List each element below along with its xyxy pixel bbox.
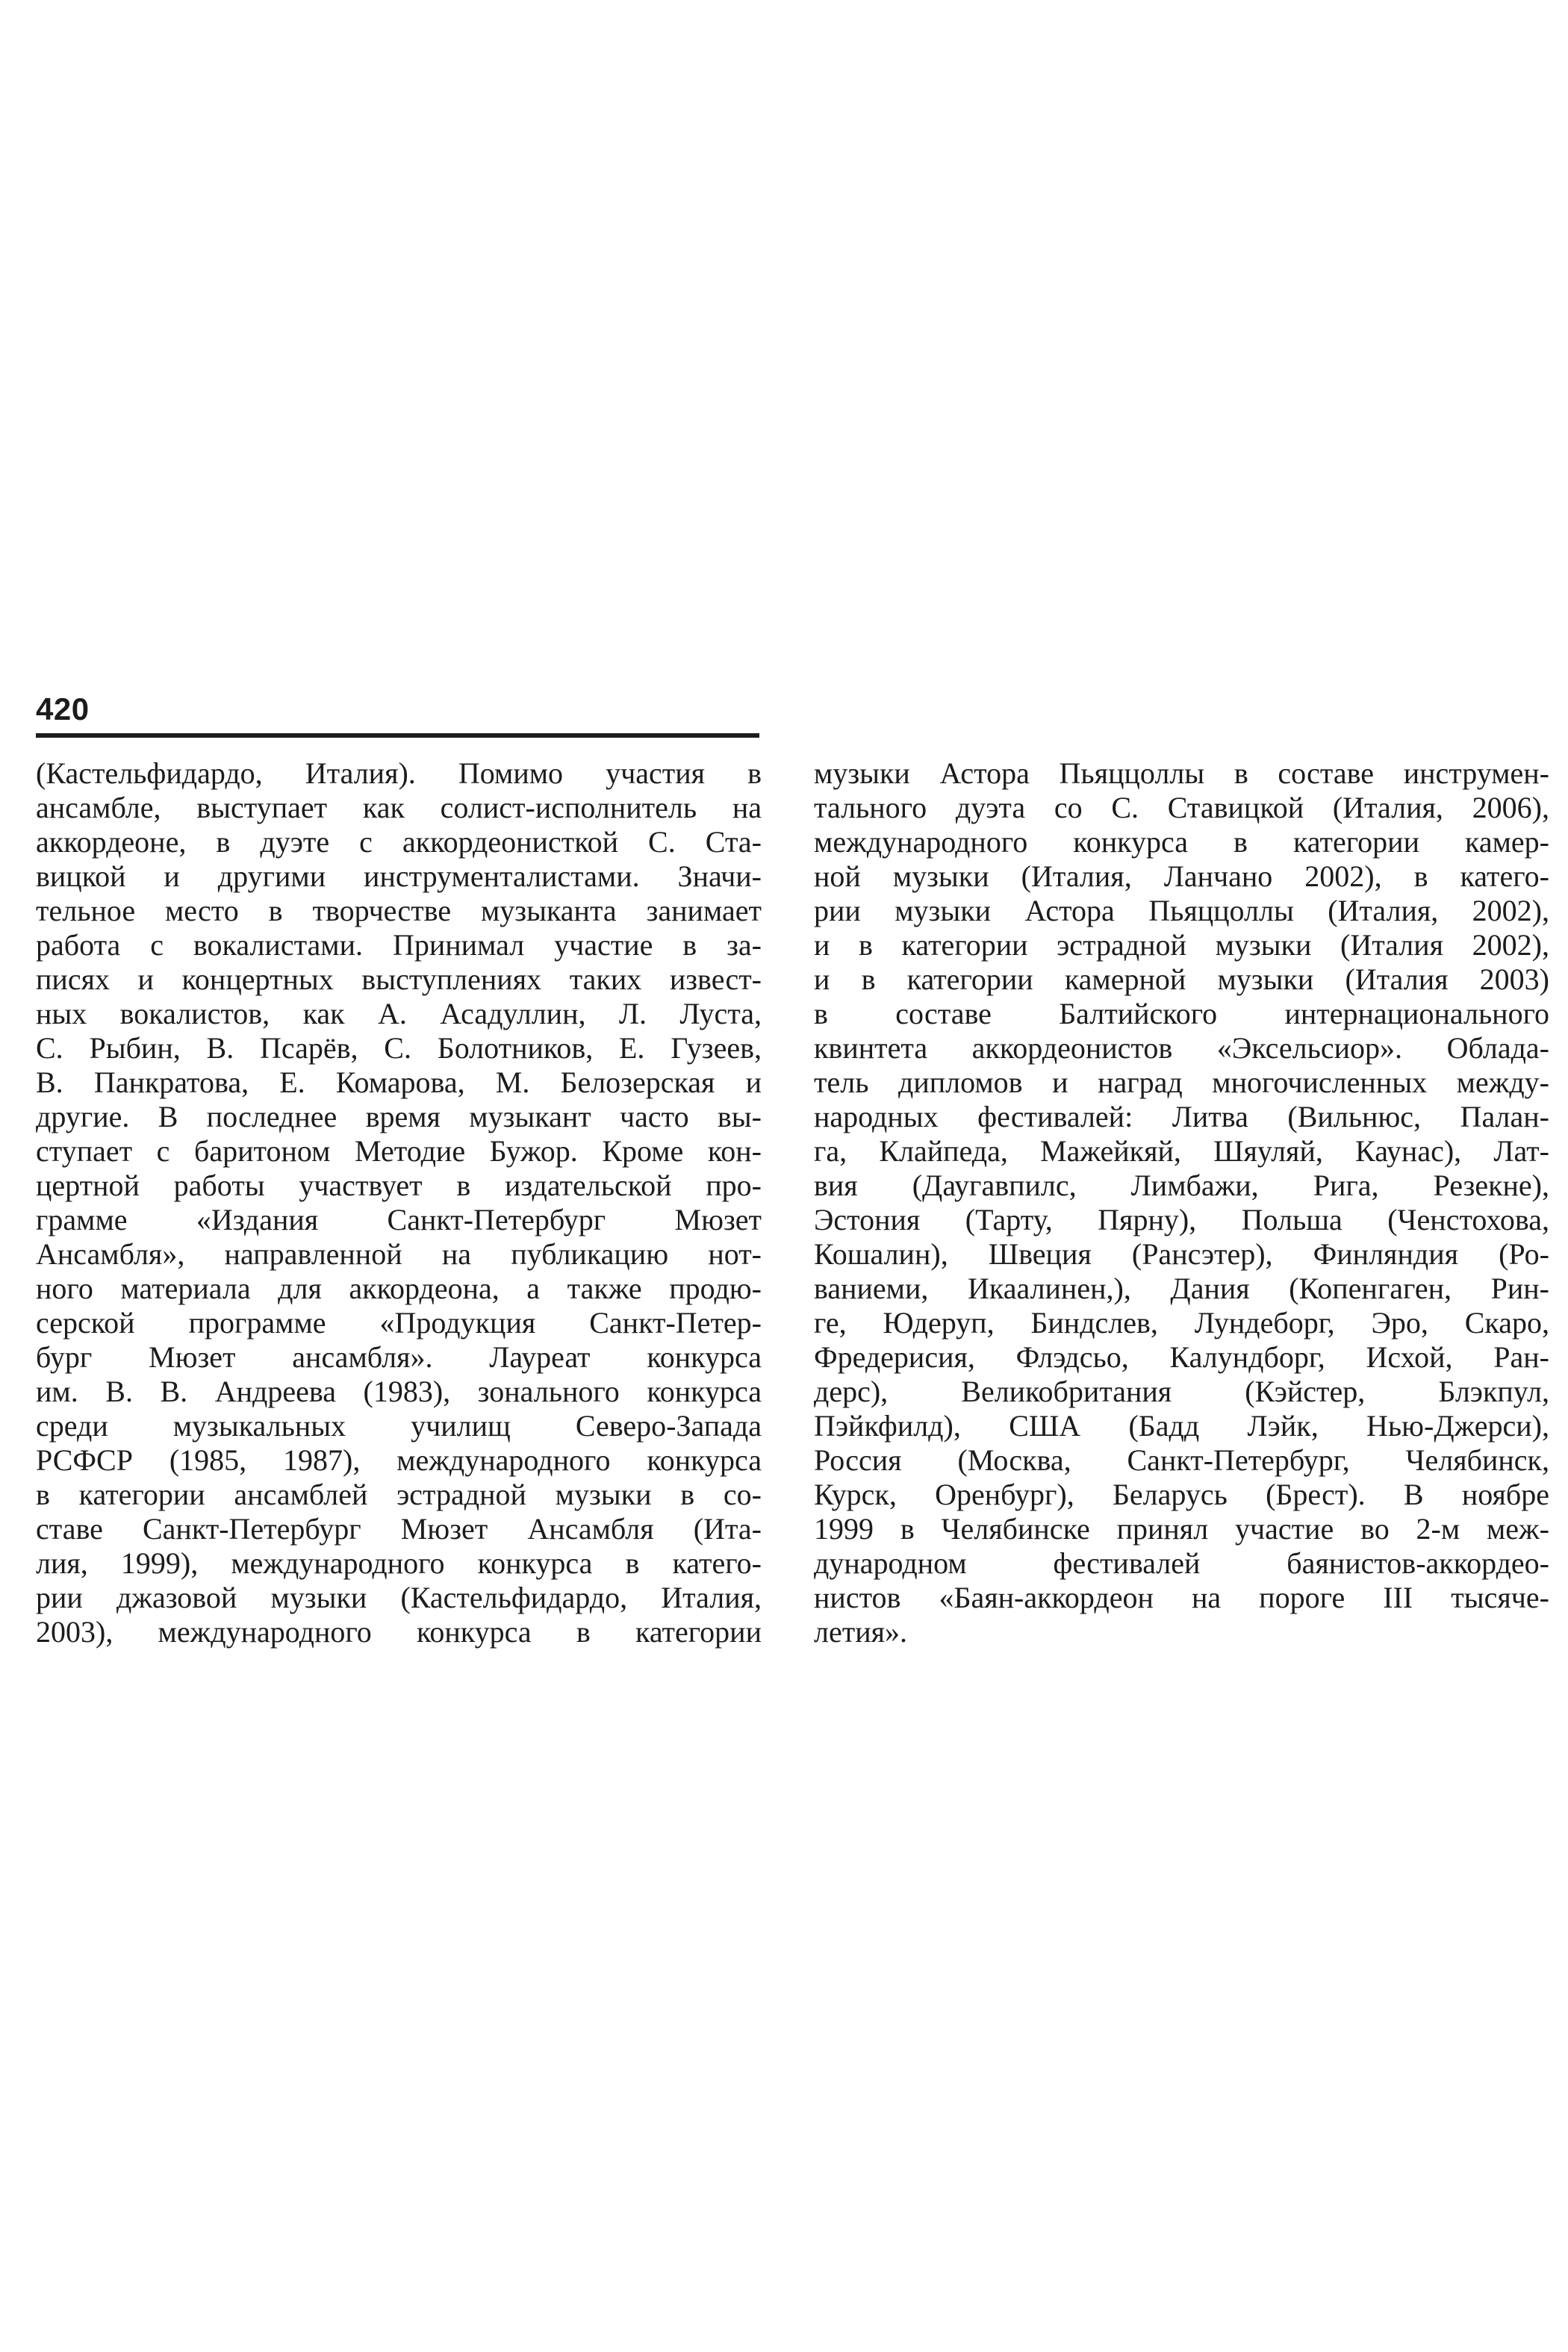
text-line: грамме «Издания Санкт-Петербург Мюзет	[36, 1203, 762, 1236]
text-line: Кошалин), Швеция (Рансэтер), Финляндия (Ро-	[814, 1237, 1549, 1271]
text-line: дународном фестивалей баянистов-аккордео-	[814, 1546, 1549, 1580]
text-line: летия».	[814, 1615, 907, 1649]
text-line: в составе Балтийского интернационального	[814, 997, 1549, 1030]
text-line: ной музыки (Италия, Ланчано 2002), в катего-	[814, 859, 1549, 893]
text-line: ных вокалистов, как А. Асадуллин, Л. Луста,	[36, 997, 762, 1030]
text-line: музыки Астора Пьяццоллы в составе инструмен-	[814, 756, 1549, 790]
text-line: и в категории камерной музыки (Италия 2003)	[814, 962, 1549, 996]
text-line: Курск, Оренбург), Беларусь (Брест). В ноябре	[814, 1478, 1549, 1511]
text-line: в категории ансамблей эстрадной музыки в со-	[36, 1478, 762, 1511]
page-number: 420	[36, 691, 90, 727]
text-line: тельное место в творчестве музыканта занимает	[36, 894, 762, 927]
text-line: ного материала для аккордеона, а также продю-	[36, 1272, 762, 1305]
header-rule	[36, 733, 759, 738]
text-line: С. Рыбин, В. Псарёв, С. Болотников, Е. Гузеев,	[36, 1031, 762, 1065]
right-column	[814, 756, 1549, 1649]
text-line: тель дипломов и наград многочисленных между-	[814, 1065, 1549, 1099]
text-line: и в категории эстрадной музыки (Италия 2002),	[814, 928, 1549, 962]
text-line: ансамбле, выступает как солист-исполнитель на	[36, 791, 762, 824]
text-line: га, Клайпеда, Мажейкяй, Шяуляй, Каунас), Лат-	[814, 1134, 1549, 1168]
text-line: ге, Юдеруп, Биндслев, Лундеборг, Эро, Скаро,	[814, 1306, 1549, 1340]
left-column	[36, 756, 762, 1649]
text-line: вицкой и другими инструменталистами. Значи-	[36, 859, 762, 893]
text-line: ваниеми, Икаалинен,), Дания (Копенгаген, Рин-	[814, 1272, 1549, 1305]
text-line: Ансамбля», направленной на публикацию нот-	[36, 1237, 762, 1271]
text-line: 2003), международного конкурса в категории	[36, 1615, 762, 1649]
text-line: писях и концертных выступлениях таких извест-	[36, 962, 762, 996]
text-line: дерс), Великобритания (Кэйстер, Блэкпул,	[814, 1375, 1549, 1408]
text-line: Фредерисия, Флэдсьо, Калундборг, Исхой, Ран-	[814, 1340, 1549, 1374]
text-line: Пэйкфилд), США (Бадд Лэйк, Нью-Джерси),	[814, 1409, 1549, 1443]
text-line: вия (Даугавпилс, Лимбажи, Рига, Резекне),	[814, 1169, 1549, 1202]
text-line: (Кастельфидардо, Италия). Помимо участия в	[36, 756, 762, 790]
text-line: международного конкурса в категории камер-	[814, 825, 1549, 859]
text-line: рии музыки Астора Пьяццоллы (Италия, 2002),	[814, 894, 1549, 927]
text-line: аккордеоне, в дуэте с аккордеонисткой С. Ста-	[36, 825, 762, 859]
text-line: им. В. В. Андреева (1983), зонального конкурса	[36, 1375, 762, 1408]
text-line: серской программе «Продукция Санкт-Петер-	[36, 1306, 762, 1340]
page-header	[36, 693, 759, 738]
text-line: Россия (Москва, Санкт-Петербург, Челябинск,	[814, 1443, 1549, 1477]
text-line: бург Мюзет ансамбля». Лауреат конкурса	[36, 1340, 762, 1374]
text-line: Эстония (Тарту, Пярну), Польша (Ченстохова,	[814, 1203, 1549, 1236]
text-line: народных фестивалей: Литва (Вильнюс, Палан-	[814, 1100, 1549, 1133]
text-line: РСФСР (1985, 1987), международного конкурса	[36, 1443, 762, 1477]
two-column-text-block	[36, 756, 1549, 1649]
text-line: ступает с баритоном Методие Бужор. Кроме кон-	[36, 1134, 762, 1168]
text-line: цертной работы участвует в издательской про-	[36, 1169, 762, 1202]
text-line: нистов «Баян-аккордеон на пороге III тысяче-	[814, 1581, 1549, 1614]
text-line: тального дуэта со С. Ставицкой (Италия, 2006),	[814, 791, 1549, 824]
text-line: среди музыкальных училищ Северо-Запада	[36, 1409, 762, 1443]
text-line: ставе Санкт-Петербург Мюзет Ансамбля (Ита-	[36, 1512, 762, 1546]
text-line: рии джазовой музыки (Кастельфидардо, Италия,	[36, 1581, 762, 1614]
text-line: другие. В последнее время музыкант часто вы-	[36, 1100, 762, 1133]
text-line: лия, 1999), международного конкурса в катего-	[36, 1546, 762, 1580]
text-line: 1999 в Челябинске принял участие во 2-м меж-	[814, 1512, 1549, 1546]
text-line: В. Панкратова, Е. Комарова, М. Белозерская и	[36, 1065, 762, 1099]
text-line: квинтета аккордеонистов «Эксельсиор». Облада-	[814, 1031, 1549, 1065]
text-line: работа с вокалистами. Принимал участие в за-	[36, 928, 762, 962]
